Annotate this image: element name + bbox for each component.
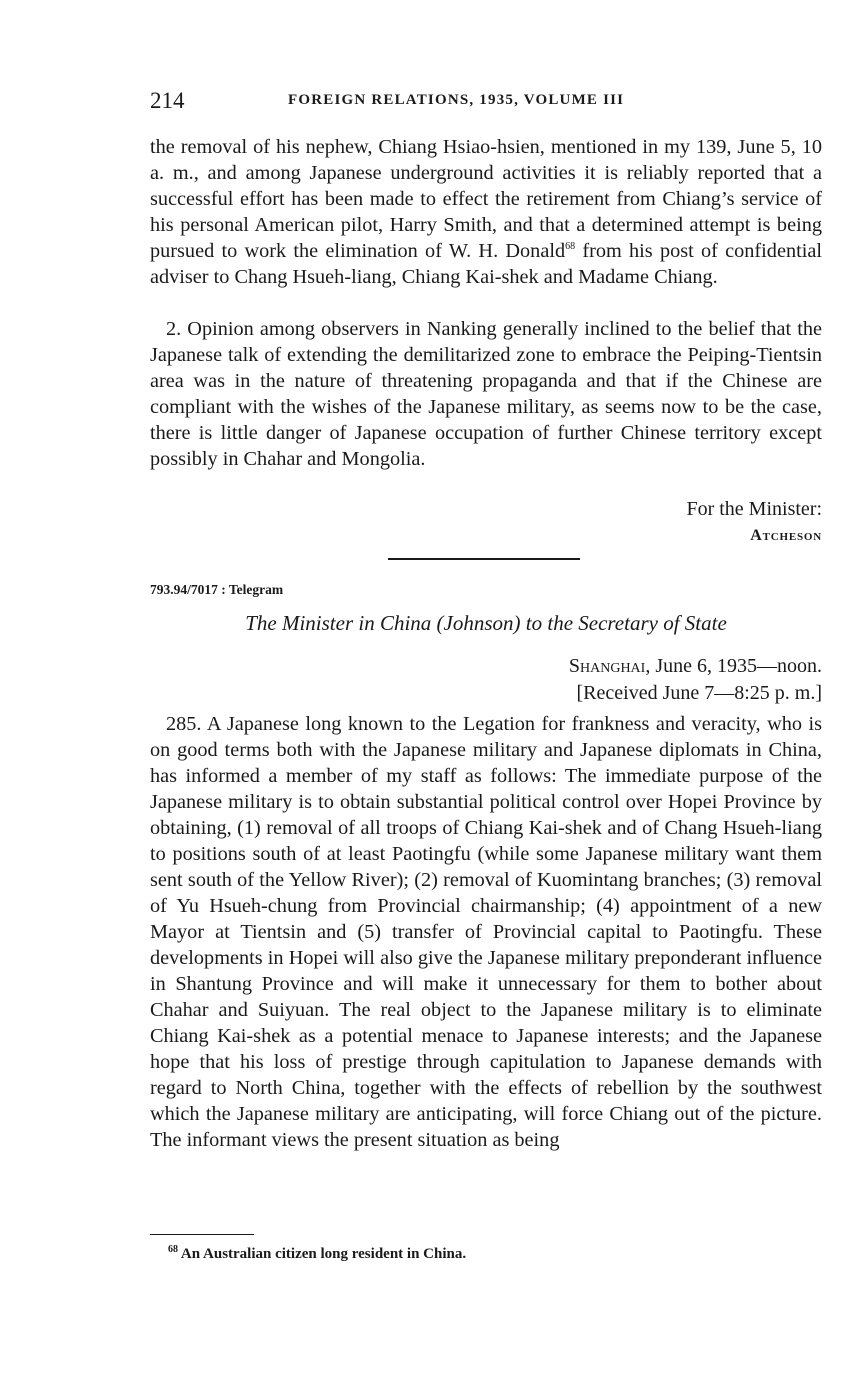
document-title: The Minister in China (Johnson) to the Secretary of State	[245, 611, 727, 635]
footnote-rule	[150, 1234, 254, 1235]
footnote	[168, 1246, 466, 1263]
page-header	[150, 88, 822, 118]
section-divider	[388, 558, 580, 560]
file-reference: 793.94/7017 : Telegram	[150, 582, 284, 597]
footnote-marker: 68	[168, 1244, 178, 1255]
paragraph-text-continued: from his post of confidential adviser to Chang Hsueh-liang, Chiang Kai-shek and Madame Chiang.	[150, 240, 822, 288]
dateline-date: , June 6, 1935—noon.	[645, 655, 822, 677]
page-number: 214	[150, 88, 185, 113]
paragraph-text: the removal of his nephew, Chiang Hsiao-hsien, mentioned in my 139, June 5, 10 a. m., and among Japanese underground activities it is reliably reported that a successful effort has been made to effect the retirement from Chiang’s service of his personal American pilot, Harry Smith, and that a determined attempt is being pursued to work the elimination of W. H. Donald	[150, 136, 822, 262]
signature-name: Atcheson	[750, 527, 822, 544]
continued-paragraph	[150, 134, 822, 290]
dateline-place: Shanghai	[568, 655, 646, 677]
footnote-text: An Australian citizen long resident in China.	[178, 1246, 467, 1262]
paragraph-2: 2. Opinion among observers in Nanking generally inclined to the belief that the Japanese talk of extending the demilitarized zone to embrace the Peiping-Tientsin area was in the nature of threatening propaganda and that if the Chinese are compliant with the wishes of the Japanese military, as seems now to be the case, there is little danger of Japanese occupation of further Chinese territory except possibly in Chahar and Mongolia.	[150, 318, 822, 470]
received-line: [Received June 7—8:25 p. m.]	[576, 682, 822, 704]
footnote-reference[interactable]: 68	[565, 241, 576, 253]
dateline	[150, 655, 822, 678]
running-head: FOREIGN RELATIONS, 1935, VOLUME III	[288, 92, 625, 108]
signature-intro: For the Minister:	[686, 498, 822, 520]
telegram-body: 285. A Japanese long known to the Legation for frankness and veracity, who is on good terms both with the Japanese military and Japanese diplomats in China, has informed a member of my staff as follows: The immediate purpose of the Japanese military is to obtain substantial political control over Hopei Province by obtaining, (1) removal of all troops of Chiang Kai-shek and of Chang Hsueh-liang to positions south of at least Paotingfu (while some Japanese military want them sent south of the Yellow River); (2) removal of Kuomintang branches; (3) removal of Yu Hsueh-chung from Provincial chairmanship; (4) appointment of a new Mayor at Tientsin and (5) transfer of Provincial capital to Paotingfu. These developments in Hopei will also give the Japanese military preponderant influence in Shantung Province and will make it unnecessary for them to bother about Chahar and Suiyuan. The real object to the Japanese military is to eliminate Chiang Kai-shek as a potential menace to Japanese interests; and the Japanese hope that his loss of prestige through capitulation to Japanese demands with regard to North China, together with the effects of rebellion by the southwest which the Japanese military are anticipating, will force Chiang out of the picture. The informant views the present situation as being	[150, 713, 822, 1151]
